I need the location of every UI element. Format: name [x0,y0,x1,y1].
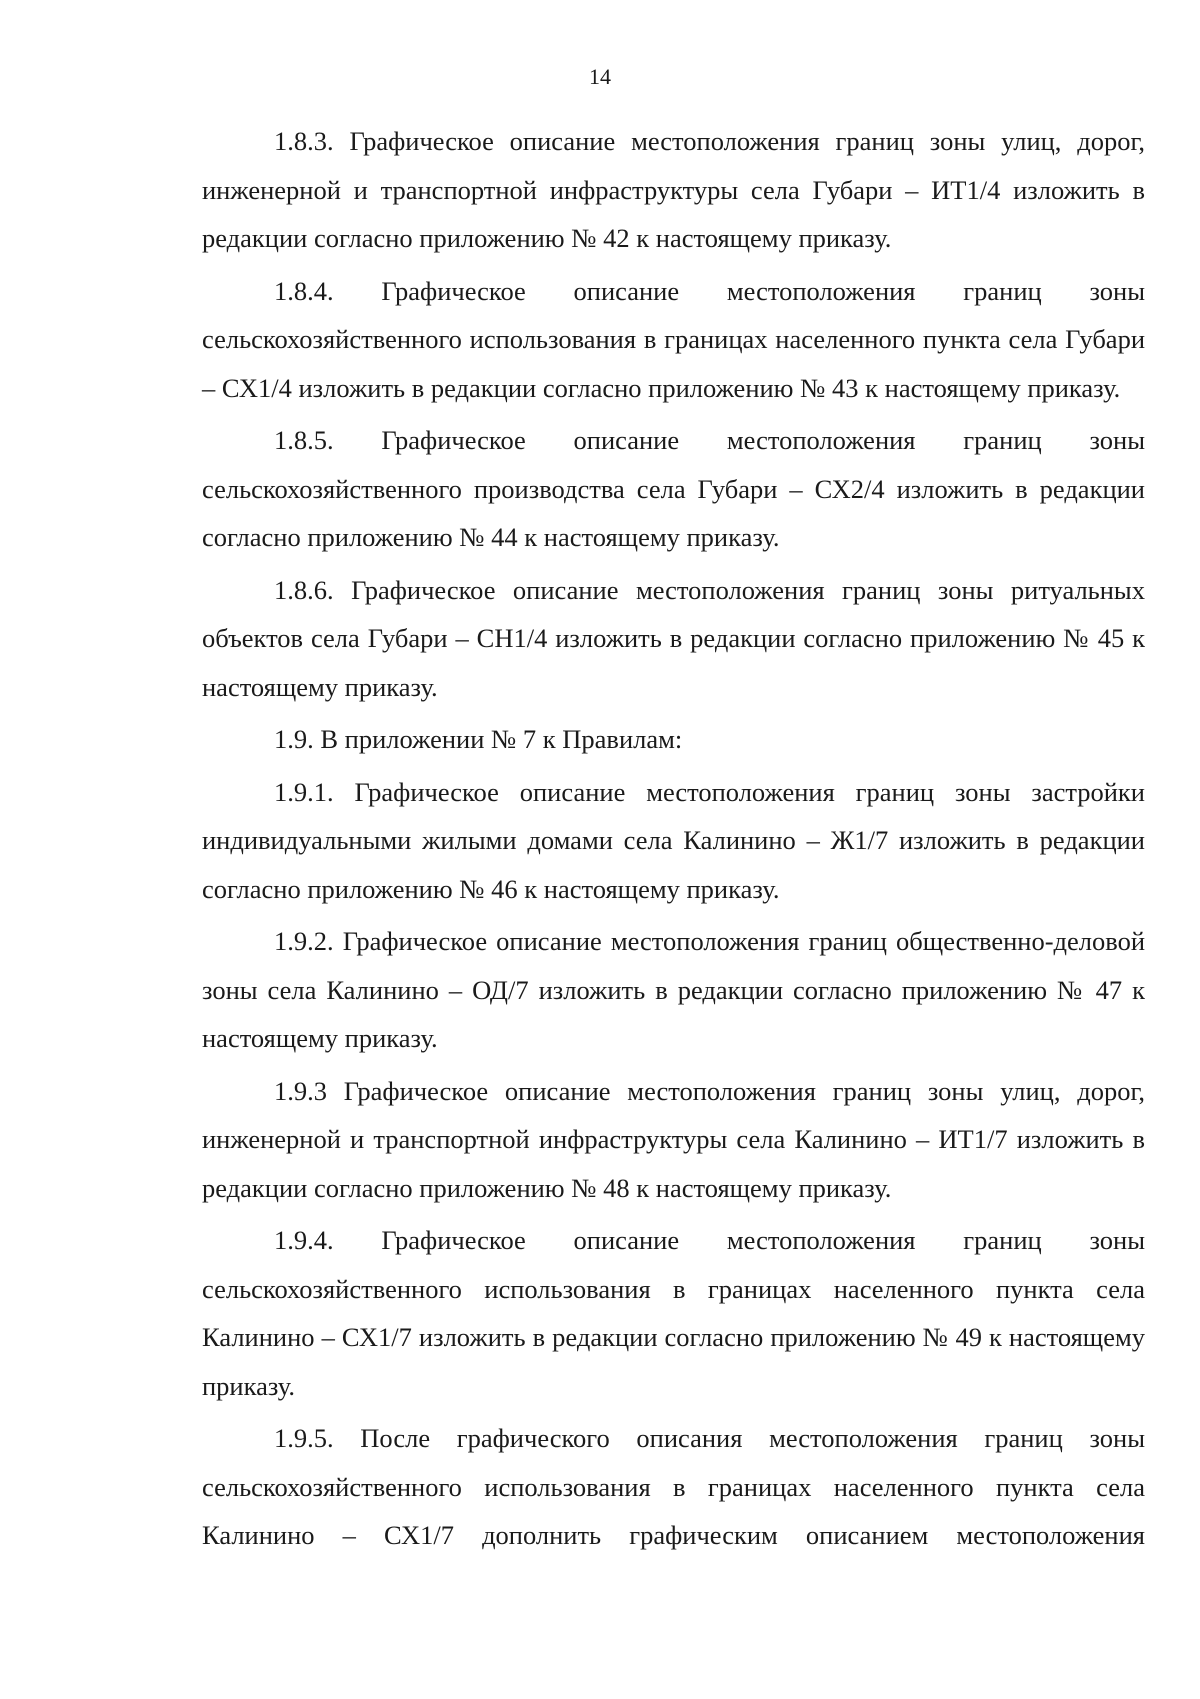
paragraph-1-8-3: 1.8.3. Графическое описание местоположения границ зоны улиц, дорог, инженерной и транспортной инфраструктуры села Губари – ИТ1/4 изложить в редакции согласно приложению № 42 к настоящему приказу. [202,126,1145,253]
paragraph-1-9-3: 1.9.3 Графическое описание местоположения границ зоны улиц, дорог, инженерной и транспортной инфраструктуры села Калинино – ИТ1/7 изложить в редакции согласно приложению № 48 к настоящему приказу. [202,1075,1145,1203]
paragraph-1-9-2: 1.9.2. Графическое описание местоположения границ общественно-деловой зоны села Калинино – ОД/7 изложить в редакции согласно приложению № 47 к настоящему приказу. [202,926,1145,1053]
paragraph-1-9-1: 1.9.1. Графическое описание местоположения границ зоны застройки индивидуальными жилыми домами села Калинино – Ж1/7 изложить в редакции согласно приложению № 46 к настоящему приказу. [202,776,1145,904]
page-number: 14 [589,64,611,89]
paragraph-1-9: 1.9. В приложении № 7 к Правилам: [274,724,683,754]
paragraph-1-8-6: 1.8.6. Графическое описание местоположения границ зоны ритуальных объектов села Губари – СН1/4 изложить в редакции согласно приложению № 45 к настоящему приказу. [202,574,1145,702]
document-body [202,117,1145,1564]
paragraph-1-8-5: 1.8.5. Графическое описание местоположения границ зоны сельскохозяйственного производства села Губари – СХ2/4 изложить в редакции согласно приложению № 44 к настоящему приказу. [202,425,1145,552]
paragraph-1-8-4: 1.8.4. Графическое описание местоположения границ зоны сельскохозяйственного использования в границах населенного пункта села Губари – СХ1/4 изложить в редакции согласно приложению № 43 к настоящему приказу. [202,275,1145,403]
paragraph-1-9-5: 1.9.5. После графического описания местоположения границ зоны сельскохозяйственного использования в границах населенного пункта села Калинино – СХ1/7 дополнить графическим описанием местоположения [202,1423,1145,1550]
paragraph-1-9-4: 1.9.4. Графическое описание местоположения границ зоны сельскохозяйственного использования в границах населенного пункта села Калинино – СХ1/7 изложить в редакции согласно приложению № 49 к настоящему приказу. [202,1225,1145,1401]
